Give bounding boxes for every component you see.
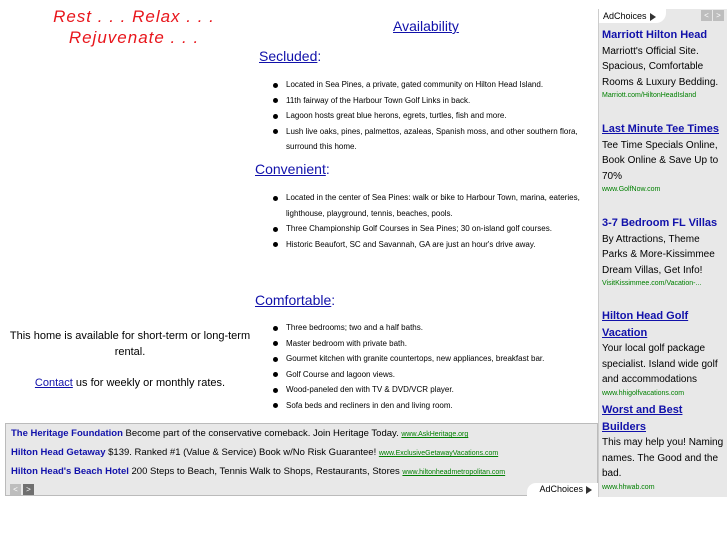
list-item: 11th fairway of the Harbour Town Golf Links in back.: [286, 93, 606, 109]
right-ad-1-title[interactable]: Marriott Hilton Head: [602, 29, 708, 41]
right-ad-header: [599, 9, 727, 23]
right-ad-1[interactable]: [602, 27, 726, 101]
tagline: [18, 6, 250, 48]
right-ad-4-title[interactable]: Hilton Head Golf Vacation: [602, 310, 689, 339]
bottom-ad-3-url[interactable]: www.hiltonheadmetropolitan.com: [402, 469, 506, 476]
secluded-link[interactable]: Secluded: [259, 48, 318, 64]
list-item: Master bedroom with private bath.: [286, 336, 606, 352]
bottom-ad-2[interactable]: [11, 447, 498, 458]
list-item: Historic Beaufort, SC and Savannah, GA are just an hour's drive away.: [286, 237, 606, 253]
comfortable-link[interactable]: Comfortable: [255, 292, 332, 308]
availability-link[interactable]: Availability: [393, 18, 459, 34]
adchoices-icon: [586, 486, 592, 494]
adchoices-badge-bottom[interactable]: [527, 483, 598, 496]
rental-info: [8, 328, 252, 391]
secluded-colon: :: [317, 48, 322, 64]
convenient-list: [272, 190, 606, 252]
list-item: Located in Sea Pines, a private, gated community on Hilton Head Island.: [286, 77, 606, 93]
chevron-right-icon[interactable]: >: [23, 484, 34, 495]
bottom-ad-3-title[interactable]: Hilton Head's Beach Hotel: [11, 466, 129, 477]
right-ad-4-desc: Your local golf package specialist. Island wide golf and accommodations: [602, 343, 718, 385]
list-item: Lagoon hosts great blue herons, egrets, turtles, fish and more.: [286, 108, 606, 124]
list-item: Three bedrooms; two and a half baths.: [286, 320, 606, 336]
convenient-heading: [255, 161, 330, 177]
bottom-ad-1-url[interactable]: www.AskHeritage.org: [401, 431, 469, 438]
bottom-ad-3[interactable]: [11, 466, 505, 477]
chevron-left-icon[interactable]: <: [10, 484, 21, 495]
right-ad-3-title[interactable]: 3-7 Bedroom FL Villas: [602, 217, 718, 229]
bottom-ad-3-text: 200 Steps to Beach, Tennis Walk to Shops, Restaurants, Stores: [128, 466, 403, 477]
bottom-ad-nav: [10, 484, 36, 502]
list-item: Located in the center of Sea Pines: walk or bike to Harbour Town, marina, eateries, lighthouse, playground, tennis, beaches, pools.: [286, 190, 606, 221]
list-item: Three Championship Golf Courses in Sea Pines; 30 on-island golf courses.: [286, 221, 606, 237]
list-item: Golf Course and lagoon views.: [286, 367, 606, 383]
comfortable-colon: :: [331, 292, 336, 308]
convenient-link[interactable]: Convenient: [255, 161, 326, 177]
list-item: Sofa beds and recliners in den and living room.: [286, 398, 606, 414]
contact-link[interactable]: Contact: [34, 377, 73, 389]
rental-text: This home is available for short-term or long-term rental.: [9, 330, 251, 358]
right-ad-nav: [701, 10, 725, 28]
secluded-list: [272, 77, 606, 155]
list-item: Gourmet kitchen with granite countertops, new appliances, breakfast bar.: [286, 351, 606, 367]
comfortable-list: [272, 320, 606, 413]
right-ad-4[interactable]: [602, 308, 726, 399]
right-ad-3-desc: By Attractions, Theme Parks & More-Kissimmee Dream Villas, Get Info!: [602, 233, 715, 276]
adchoices-icon: [650, 13, 656, 21]
right-ad-5-url[interactable]: www.hhwab.com: [602, 483, 655, 491]
adchoices-badge-right[interactable]: [599, 9, 666, 23]
right-ad-2-desc: Tee Time Specials Online, Book Online & Save Up to 70%: [602, 139, 719, 182]
bottom-ad-1-text: Become part of the conservative comeback. Join Heritage Today.: [122, 428, 402, 439]
bottom-ad-1-title[interactable]: The Heritage Foundation: [11, 428, 123, 439]
chevron-right-icon[interactable]: >: [713, 10, 724, 21]
bottom-ad-unit: [5, 423, 598, 496]
bottom-ad-2-title[interactable]: Hilton Head Getaway: [11, 447, 106, 458]
secluded-heading: [259, 48, 321, 64]
right-ad-5[interactable]: [602, 402, 726, 493]
right-ad-unit: [598, 9, 727, 497]
adchoices-label: AdChoices: [603, 11, 647, 21]
adchoices-label: AdChoices: [539, 484, 583, 494]
chevron-left-icon[interactable]: <: [701, 10, 712, 21]
convenient-colon: :: [325, 161, 330, 177]
bottom-ad-2-text: $139. Ranked #1 (Value & Service) Book w/No Risk Guarantee!: [105, 447, 379, 458]
right-ad-4-url[interactable]: www.hhigolfvacations.com: [602, 389, 685, 397]
list-item: Lush live oaks, pines, palmettos, azaleas, Spanish moss, and other southern flora, surround this home.: [286, 124, 606, 155]
right-ad-3[interactable]: [602, 215, 726, 289]
comfortable-heading: [255, 292, 335, 308]
contact-line: [8, 375, 252, 391]
contact-rest: us for weekly or monthly rates.: [72, 377, 226, 389]
bottom-ad-1[interactable]: [11, 428, 468, 439]
right-ad-2[interactable]: [602, 121, 726, 195]
list-item: Wood-paneled den with TV & DVD/VCR player.: [286, 382, 606, 398]
bottom-ad-2-url[interactable]: www.ExclusiveGetawayVacations.com: [378, 450, 499, 457]
right-ad-1-url[interactable]: Marriott.com/HiltonHeadIsland: [602, 92, 697, 99]
right-ad-1-desc: Marriott's Official Site. Spacious, Comfortable Rooms & Luxury Bedding.: [602, 45, 719, 88]
right-ad-5-desc: This may help you! Naming names. The Good and the bad.: [602, 437, 724, 479]
tagline-line-1: Rest . . . Relax . . .: [53, 7, 215, 26]
right-ad-3-url[interactable]: VisitKissimmee.com/Vacation-...: [602, 280, 702, 287]
right-ad-2-url[interactable]: www.GolfNow.com: [602, 186, 661, 193]
right-ad-2-title[interactable]: Last Minute Tee Times: [602, 123, 719, 135]
tagline-line-2: Rejuvenate . . .: [68, 28, 200, 47]
right-ad-5-title[interactable]: Worst and Best Builders: [602, 404, 683, 433]
